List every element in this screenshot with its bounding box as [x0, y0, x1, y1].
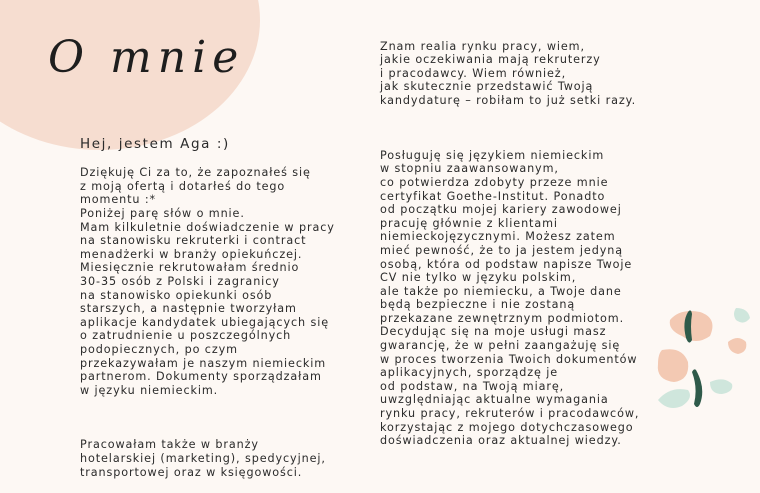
left-paragraph-1: Dziękuję Ci za to, że zapoznałeś się z moją ofertą i dotarłeś do tego momentu :* Poniżej parę słów o mnie. Mam kilkuletnie doświadczenie w pracy na stanowisku rekruterki i contract menadżerki w branży opiekuńczej. Miesięcznie rekrutowałam średnio 30-35 osób z Polski i zagranicy na stanowisko opiekunki osób starszych, a następnie tworzyłam aplikacje kandydatek ubiegających się o zatrudnienie u poszczególnych podopiecznych, po czym przekazywałam je naszym niemieckim partnerom. Dokumenty sporządzałam w języku niemieckim.: [80, 166, 335, 397]
green-stroke: [692, 369, 702, 407]
paragraph-spacer: [380, 121, 670, 135]
mint-stroke: [710, 379, 732, 394]
right-paragraph-1: Znam realia rynku pracy, wiem, jakie oczekiwania mają rekruterzy i pracodawcy. Wiem również, jak skutecznie przedstawić Twoją kandydaturę – robiłam to już setki razy.: [380, 39, 637, 107]
mint-stroke: [734, 308, 750, 323]
peach-stroke: [728, 338, 746, 354]
page-title: O mnie: [48, 32, 245, 83]
right-paragraph-2: Posługuję się językiem niemieckim w stopniu zaawansowanym, co potwierdza zdobyty przeze mnie certyfikat Goethe-Institut. Ponadto od początku mojej kariery zawodowej pracuję głównie z klientami niemieckojęzycznymi. Możesz zatem mieć pewność, że to ja jestem jedyną osobą, która od podstaw napisze Twoje CV nie tylko w języku polskim, ale także po niemiecku, a Twoje dane będą bezpieczne i nie zostaną przekazane zewnętrznym podmiotom. Decydując się na moje usługi masz gwarancję, że w pełni zaangażuję się w proces tworzenia Twoich dokumentów aplikacyjnych, sporządzę je od podstaw, na Twoją miarę, uwzględniając aktualne wymagania rynku pracy, rekruterów i pracodawców, korzystając z mojego dotychczasowego doświadczenia oraz aktualnej wiedzy.: [380, 148, 640, 448]
left-paragraph-2: Pracowałam także w branży hotelarskiej (marketing), spedycyjnej, transportowej oraz w księgowości.: [80, 438, 326, 479]
left-column: [80, 122, 370, 493]
peach-stroke: [658, 349, 688, 382]
paragraph-spacer: [80, 411, 370, 425]
decorative-brush-strokes: [600, 250, 760, 420]
greeting-heading: Hej, jestem Aga :): [80, 135, 230, 152]
mint-stroke: [658, 389, 690, 408]
